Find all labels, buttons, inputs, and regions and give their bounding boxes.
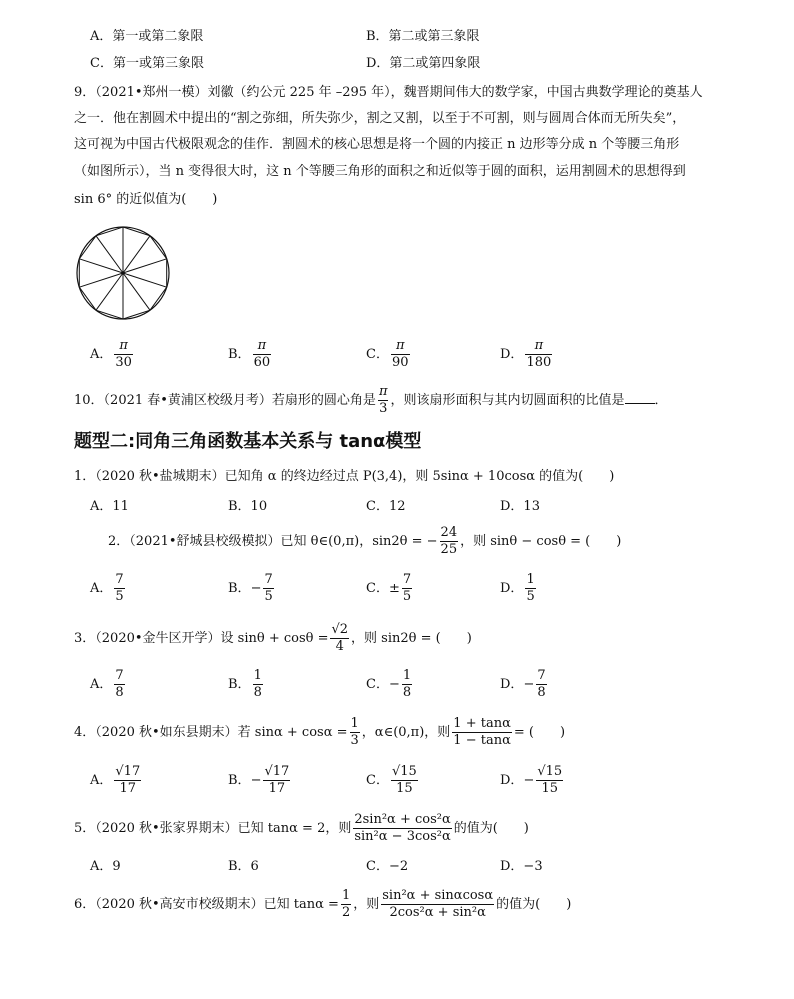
answer-blank bbox=[625, 391, 655, 404]
p2-option-a: A． $\frac{7}{5}$ bbox=[90, 572, 124, 604]
q9-option-b: B． $\frac{\pi}{60}$ bbox=[228, 338, 271, 370]
p1-option-b: B．10 bbox=[228, 499, 268, 514]
q8-option-a: A．第一或第二象限 bbox=[90, 29, 204, 44]
p1-option-c: C．12 bbox=[366, 499, 406, 514]
p5-option-b: B．6 bbox=[228, 859, 259, 874]
p4-option-d: D．− $\frac{√15}{15}$ bbox=[500, 764, 563, 796]
q9-option-a: A． $\frac{\pi}{30}$ bbox=[90, 338, 132, 370]
q8-option-c: C．第一或第三象限 bbox=[90, 56, 204, 71]
q9-line-4: （如图所示），当 n 变得很大时，这 n 个等腰三角形的面积之和近似等于圆的面积，运用割圆术的思想得到 bbox=[74, 164, 686, 179]
p3-option-a: A． $\frac{7}{8}$ bbox=[90, 668, 124, 700]
p5-option-c: C．−2 bbox=[366, 859, 409, 874]
p4-option-a: A． $\frac{√17}{17}$ bbox=[90, 764, 141, 796]
p2-option-d: D． $\frac{1}{5}$ bbox=[500, 572, 535, 604]
p2-option-c: C．± $\frac{7}{5}$ bbox=[366, 572, 412, 604]
q9-line-1: 9．（2021•郑州一模）刘徽（约公元 225 年 –295 年），魏晋期间伟大的数学家，中国古典数学理论的奠基人 bbox=[74, 85, 703, 100]
p3-option-b: B． $\frac{1}{8}$ bbox=[228, 668, 262, 700]
p5-option-d: D．−3 bbox=[500, 859, 543, 874]
p3-option-d: D．− $\frac{7}{8}$ bbox=[500, 668, 546, 700]
option-label: A． bbox=[90, 347, 113, 362]
inscribed-decagon-figure bbox=[72, 222, 174, 324]
option-label: D． bbox=[500, 347, 524, 362]
p2-option-b: B．− $\frac{7}{5}$ bbox=[228, 572, 273, 604]
q9-line-2: 之一．他在割圆术中提出的“割之弥细，所失弥少，割之又割，以至于不可割，则与圆周合体而无所失矣”， bbox=[74, 111, 686, 126]
p3-stem: 3．（2020•金牛区开学）设 sinθ + cosθ = $\frac{√2}{4}$ ，则 sin2θ = ( ) bbox=[74, 622, 472, 654]
p4-option-b: B．− $\frac{√17}{17}$ bbox=[228, 764, 290, 796]
p2-stem: 2．（2021•舒城县校级模拟）已知 θ∈(0,π)，sin2θ = − $\frac{24}{25}$ ，则 sinθ − cosθ = ( ) bbox=[108, 525, 622, 557]
p1-option-a: A．11 bbox=[90, 499, 129, 514]
p1-stem: 1．（2020 秋•盐城期末）已知角 α 的终边经过点 P(3,4)，则 5sinα + 10cosα 的值为( ) bbox=[74, 469, 615, 484]
p4-stem: 4．（2020 秋•如东县期末）若 sinα + cosα = $\frac{1}{3}$ ，α∈(0,π)，则 $\frac{1 + \tan\alpha}{1 - \tan\alpha}$ = ( ) bbox=[74, 716, 566, 748]
q8-option-b: B．第二或第三象限 bbox=[366, 29, 480, 44]
p3-option-c: C．− $\frac{1}{8}$ bbox=[366, 668, 412, 700]
q9-option-d: D． $\frac{\pi}{180}$ bbox=[500, 338, 552, 370]
q9-option-c: C． $\frac{\pi}{90}$ bbox=[366, 338, 409, 370]
p1-option-d: D．13 bbox=[500, 499, 540, 514]
p5-stem: 5．（2020 秋•张家界期末）已知 tanα = 2，则 $\frac{\text{2sin²α + cos²α}}{\text{sin²α − 3cos²α}}$ 的值为( ) bbox=[74, 812, 529, 844]
q9-line-3: 这可视为中国古代极限观念的佳作．割圆术的核心思想是将一个圆的内接正 n 边形等分成 n 个等腰三角形 bbox=[74, 137, 680, 152]
p4-option-c: C． $\frac{√15}{15}$ bbox=[366, 764, 417, 796]
q9-line-5: sin 6° 的近似值为( ) bbox=[74, 192, 218, 207]
option-label: C． bbox=[366, 347, 389, 362]
q8-option-d: D．第二或第四象限 bbox=[366, 56, 481, 71]
section-title: 题型二:同角三角函数基本关系与 tanα模型 bbox=[74, 431, 422, 452]
p5-option-a: A．9 bbox=[90, 859, 121, 874]
option-label: B． bbox=[228, 347, 251, 362]
q10-stem: 10．（2021 春•黄浦区校级月考）若扇形的圆心角是 $\frac{\pi}{3}$ ，则该扇形面积与其内切圆面积的比值是 ． bbox=[74, 384, 668, 416]
p6-stem: 6．（2020 秋•高安市校级期末）已知 tanα = $\frac{1}{2}$ ，则 $\frac{\text{sin²α + sinαcosα}}{\text{2cos²α + sin²α}}$ 的值为( ) bbox=[74, 888, 572, 920]
